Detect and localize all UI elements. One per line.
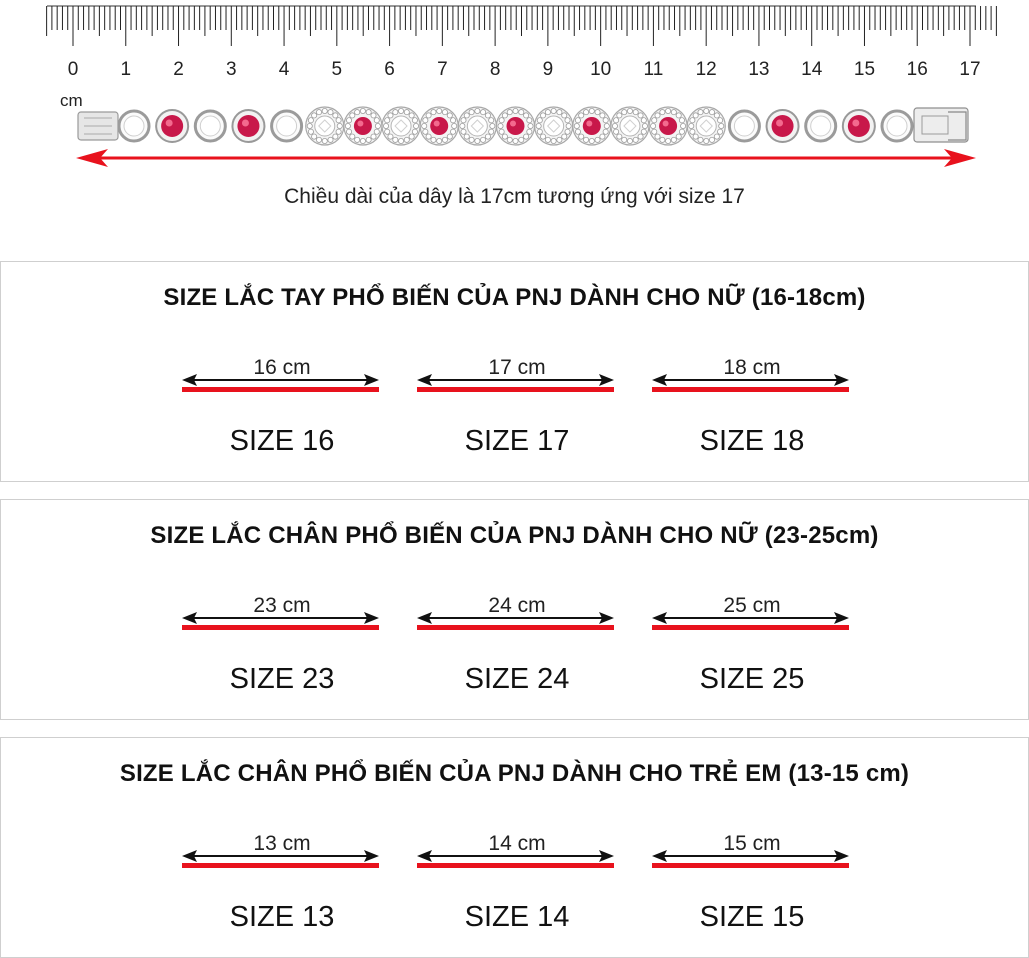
size-label: SIZE 25 xyxy=(699,663,805,695)
size-bar xyxy=(652,863,849,868)
ruler-ticks xyxy=(47,6,997,46)
size-length: 13 cm xyxy=(253,832,311,855)
bracelet-link xyxy=(573,107,611,145)
size-label: SIZE 16 xyxy=(229,425,335,457)
size-length: 25 cm xyxy=(723,594,781,617)
size-length: 15 cm xyxy=(723,832,781,855)
size-item xyxy=(417,594,617,714)
size-length: 18 cm xyxy=(723,356,781,379)
ruler-caption: Chiều dài của dây là 17cm tương ứng với size 17 xyxy=(284,185,745,208)
bracelet-link xyxy=(306,107,344,145)
bracelet-link xyxy=(232,110,264,142)
bracelet-link xyxy=(843,110,875,142)
ruler-number: 14 xyxy=(801,59,823,80)
ruler-number: 10 xyxy=(590,59,612,80)
bracelet-link xyxy=(195,111,225,141)
bracelet-link xyxy=(882,111,912,141)
ruler-number: 8 xyxy=(489,59,501,80)
size-item xyxy=(182,832,382,952)
size-item xyxy=(182,356,382,476)
size-item xyxy=(182,594,382,714)
bracelet-link xyxy=(729,111,759,141)
size-label: SIZE 23 xyxy=(229,663,335,695)
size-item xyxy=(652,356,852,476)
length-arrow xyxy=(76,149,976,167)
ruler-number: 3 xyxy=(226,59,237,80)
ruler-number: 7 xyxy=(437,59,448,80)
panel-title: SIZE LẮC CHÂN PHỔ BIẾN CỦA PNJ DÀNH CHO TRẺ EM (13-15 cm) xyxy=(119,760,910,787)
ruler-unit-label: cm xyxy=(60,91,83,110)
size-label: SIZE 18 xyxy=(699,425,805,457)
ruler-number: 11 xyxy=(643,59,664,80)
ruler-numbers xyxy=(68,59,981,80)
size-bar xyxy=(417,625,614,630)
size-bar xyxy=(652,625,849,630)
size-length: 14 cm xyxy=(488,832,546,855)
size-label: SIZE 13 xyxy=(229,901,335,933)
size-bar xyxy=(182,625,379,630)
size-bar xyxy=(182,387,379,392)
ruler-number: 16 xyxy=(906,59,928,80)
bracelet-link xyxy=(649,107,687,145)
size-length: 23 cm xyxy=(253,594,311,617)
ruler-number: 4 xyxy=(278,59,290,80)
bracelet-link xyxy=(767,110,799,142)
bracelet-link xyxy=(497,107,535,145)
size-length: 16 cm xyxy=(253,356,311,379)
size-bar xyxy=(652,387,849,392)
ruler-number: 15 xyxy=(853,59,876,80)
bracelet-link xyxy=(611,107,649,145)
bracelet-link xyxy=(458,107,496,145)
size-length: 24 cm xyxy=(488,594,546,617)
ruler-number: 17 xyxy=(959,59,981,80)
bracelet-link xyxy=(420,107,458,145)
bracelet-link xyxy=(806,111,836,141)
size-label: SIZE 14 xyxy=(464,901,570,933)
bracelet-link xyxy=(272,111,302,141)
panel-title: SIZE LẮC CHÂN PHỔ BIẾN CỦA PNJ DÀNH CHO NỮ (23-25cm) xyxy=(150,522,879,549)
ruler-number: 2 xyxy=(173,59,184,80)
bracelet-link xyxy=(156,110,188,142)
ruler-number: 1 xyxy=(120,59,132,80)
ruler-number: 12 xyxy=(695,59,717,80)
size-bar xyxy=(182,863,379,868)
size-item xyxy=(417,356,617,476)
size-item xyxy=(652,832,852,952)
bracelet-link xyxy=(687,107,725,145)
size-length: 17 cm xyxy=(488,356,546,379)
bracelet-link xyxy=(119,111,149,141)
panel-women-bracelet xyxy=(0,261,1029,482)
size-item xyxy=(417,832,617,952)
bracelet-link xyxy=(344,107,382,145)
size-label: SIZE 24 xyxy=(464,663,570,695)
size-label: SIZE 15 xyxy=(699,901,805,933)
bracelet-image xyxy=(78,107,968,145)
ruler-number: 5 xyxy=(331,59,343,80)
ruler-number: 6 xyxy=(384,59,395,80)
bracelet-link xyxy=(535,107,573,145)
size-bar xyxy=(417,863,614,868)
bracelet-link xyxy=(382,107,420,145)
size-bar xyxy=(417,387,614,392)
panel-kids-anklet xyxy=(0,737,1029,958)
panel-title: SIZE LẮC TAY PHỔ BIẾN CỦA PNJ DÀNH CHO NỮ (16-18cm) xyxy=(163,284,866,311)
ruler-number: 13 xyxy=(748,59,770,80)
ruler-number: 9 xyxy=(542,59,554,80)
ruler-number: 0 xyxy=(67,59,79,80)
size-label: SIZE 17 xyxy=(464,425,570,457)
size-item xyxy=(652,594,852,714)
panel-women-anklet xyxy=(0,499,1029,720)
